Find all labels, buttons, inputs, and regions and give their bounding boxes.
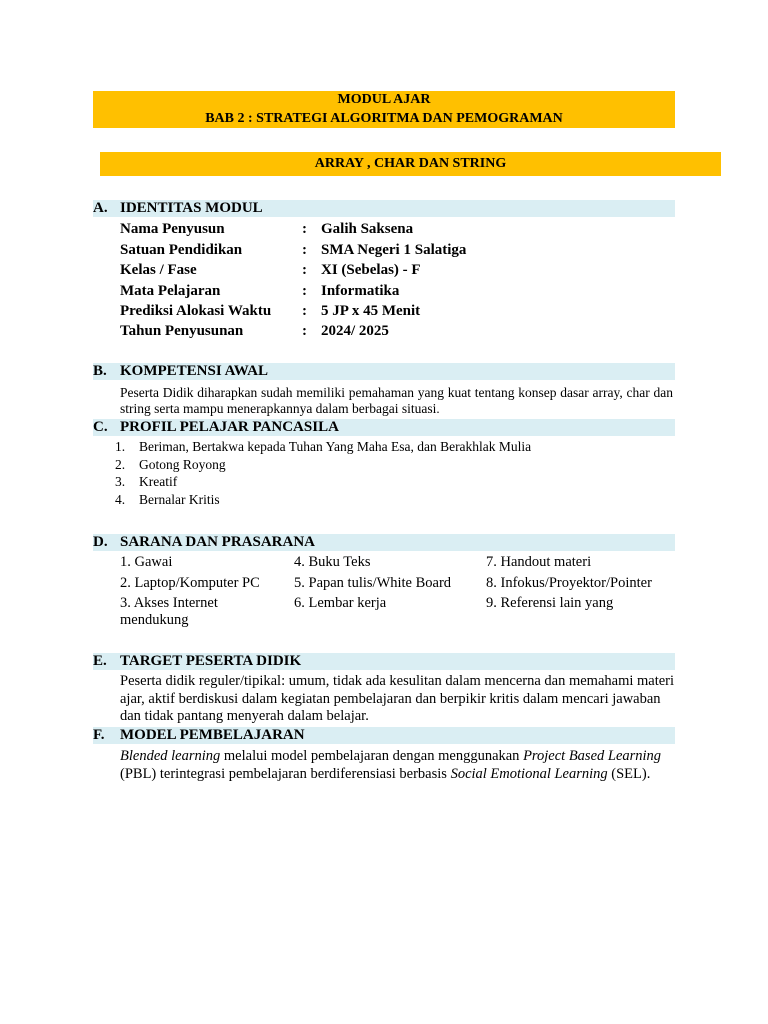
facility-item: 4. Buku Teks [294, 554, 371, 570]
learning-model-body: melalui model pembelajaran dengan menggunakan [220, 748, 524, 764]
target-student-text: Peserta didik reguler/tipikal: umum, tidak ada kesulitan dalam mencerna dan memahami materi ajar, aktif berdiskusi dalam kegiatan pembelajaran dan berpikir kritis dalam mencari jawaban dan tidak pantang menyerah dalam belajar. [120, 673, 675, 724]
facility-item: 7. Handout materi [486, 554, 592, 570]
identity-key: Satuan Pendidikan [120, 242, 243, 258]
identity-value: Informatika [321, 283, 400, 299]
learning-model-term: Project Based Learning [523, 748, 662, 764]
facility-item: 3. Akses Internet [120, 595, 218, 611]
initial-competence-text [120, 385, 673, 417]
identity-key: Mata Pelajaran [120, 283, 221, 299]
facility-item: 6. Lembar kerja [294, 595, 387, 611]
chapter-title: BAB 2 : STRATEGI ALGORITMA DAN PEMOGRAMAN [205, 110, 563, 126]
learning-model-term: Blended learning [120, 748, 221, 764]
identity-key: Nama Penyusun [120, 221, 225, 237]
section-letter: F. [93, 727, 105, 743]
section-a-header [93, 200, 675, 217]
section-f-header [93, 727, 675, 744]
identity-value: Galih Saksena [321, 221, 414, 237]
section-letter: E. [93, 653, 107, 669]
section-title: SARANA DAN PRASARANA [120, 534, 316, 550]
module-title-banner [93, 91, 675, 128]
list-text: Kreatif [139, 474, 178, 489]
module-title: MODUL AJAR [337, 92, 431, 107]
list-number: 3. [115, 474, 126, 489]
initial-competence-body: Peserta Didik diharapkan sudah memiliki pemahaman yang kuat tentang konsep dasar array, char dan string serta mampu menerapkannya dalam berbagai situasi [120, 385, 673, 416]
identity-value: 5 JP x 45 Menit [321, 303, 421, 319]
identity-key: Tahun Penyusunan [120, 323, 244, 339]
identity-colon: : [302, 262, 307, 278]
section-d-header [93, 534, 675, 551]
identity-colon: : [302, 283, 307, 299]
list-number: 4. [115, 491, 126, 507]
section-letter: B. [93, 363, 107, 379]
section-title: PROFIL PELAJAR PANCASILA [120, 419, 339, 435]
section-letter: D. [93, 534, 108, 550]
identity-value: XI (Sebelas) - F [321, 262, 421, 278]
facility-item: 8. Infokus/Proyektor/Pointer [486, 575, 652, 591]
learning-model-text [120, 748, 680, 783]
learning-model-body: (SEL). [607, 765, 651, 782]
identity-value: 2024/ 2025 [321, 323, 389, 339]
facility-item: 9. Referensi lain yang [486, 595, 614, 611]
list-text: Gotong Royong [139, 456, 226, 472]
identity-value: SMA Negeri 1 Salatiga [321, 242, 467, 258]
section-letter: C. [93, 419, 108, 435]
section-c-header [93, 419, 675, 436]
list-number: 2. [115, 456, 126, 472]
section-letter: A. [93, 200, 108, 216]
identity-colon: : [302, 221, 307, 237]
list-text: Bernalar Kritis [139, 491, 220, 507]
identity-colon: : [302, 323, 307, 339]
identity-colon: : [302, 242, 307, 258]
identity-key: Kelas / Fase [120, 262, 197, 278]
topic-banner [100, 152, 721, 176]
section-b-header [93, 363, 675, 380]
learning-model-term: Social Emotional Learning [450, 765, 608, 782]
list-text: Beriman, Bertakwa kepada Tuhan Yang Maha Esa, dan Berakhlak Mulia [139, 439, 532, 454]
section-title: MODEL PEMBELAJARAN [120, 727, 305, 743]
section-title: TARGET PESERTA DIDIK [120, 653, 302, 669]
topic-title: ARRAY , CHAR DAN STRING [314, 156, 507, 171]
identity-colon: : [302, 303, 307, 319]
identity-key: Prediksi Alokasi Waktu [120, 303, 272, 319]
learning-model-body: (PBL) terintegrasi pembelajaran berdiferensiasi berbasis [120, 765, 451, 782]
list-number: 1. [115, 439, 126, 454]
section-title: KOMPETENSI AWAL [120, 363, 268, 379]
facility-item: mendukung [120, 612, 189, 628]
facility-item: 2. Laptop/Komputer PC [120, 575, 260, 591]
section-title: IDENTITAS MODUL [120, 200, 263, 216]
section-e-header [93, 653, 675, 670]
facility-item: 5. Papan tulis/White Board [294, 575, 452, 591]
facility-item: 1. Gawai [120, 554, 173, 570]
initial-competence-end: . [436, 401, 440, 416]
